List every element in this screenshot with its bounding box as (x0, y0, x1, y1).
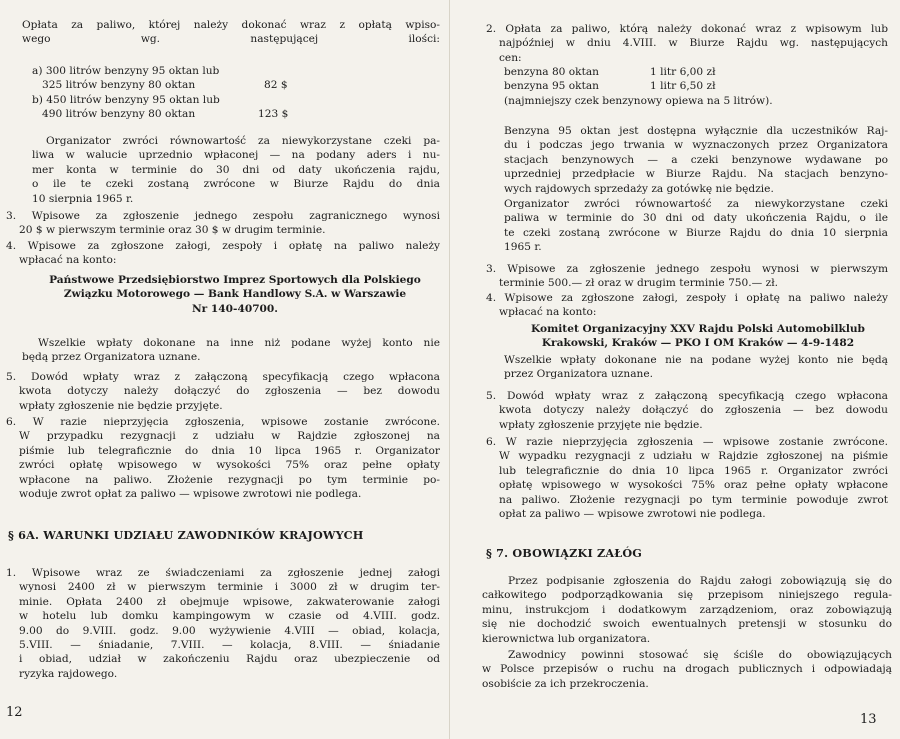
text-line: się nie dochodzić swoich ewentualnych pretensji w stosunku do (482, 618, 892, 631)
fuel-option-a-line2: 325 litrów benzyny 80 oktan (42, 79, 196, 92)
text-line: liwa w walucie uprzednio wpłaconej — na podany aders i nu- (32, 149, 440, 162)
text-line: W przypadku rezygnacji z udziału w Rajdzie zgłoszonej na (19, 430, 440, 443)
bank-account-line-1: Państwowe Przedsiębiorstwo Imprez Sportowych dla Polskiego (49, 274, 421, 286)
text-line: 6. W razie nieprzyjęcia zgłoszenia, wpisowe zostanie zwrócone. (6, 416, 440, 428)
bank-account-right-line-2: Krakowski, Kraków — PKO I OM Kraków — 4-9-1482 (541, 337, 855, 350)
text-line: Wszelkie wpłaty dokonane nie na podane wyżej konto nie będą (504, 354, 888, 366)
point-5-payment-proof-right (486, 389, 888, 432)
text-line: przez Organizatora uznane. (504, 368, 653, 381)
section-6a-point-1 (6, 566, 440, 681)
text-line: Benzyna 95 oktan jest dostępna wyłącznie dla uczestników Raj- (504, 125, 888, 137)
fuel-95-price: 1 litr 6,50 zł (650, 80, 716, 93)
fuel-option-b-line2: 490 litrów benzyny 80 oktan (42, 108, 196, 121)
text-line: wpłacać na konto: (19, 254, 117, 267)
text-line: Organizator zwróci równowartość za niewykorzystane czeki pa- (46, 135, 440, 147)
text-line: 1. Wpisowe wraz ze świadczeniami za zgłoszenie jednej załogi (6, 567, 440, 579)
text-line: 3. Wpisowe za zgłoszenie jednego zespołu wynosi w pierwszym (486, 263, 888, 275)
text-line: opłat za paliwo — wpisowe zwrotowi nie podlega. (499, 508, 766, 521)
fuel-option-b-line1: b) 450 litrów benzyny 95 oktan lub (32, 93, 220, 106)
fuel-intro (22, 18, 440, 47)
text-line: 3. Wpisowe za zgłoszenie jednego zespołu zagranicznego wynosi (6, 210, 440, 222)
text-line: Zawodnicy powinni stosować się ściśle do obowiązujących (508, 649, 892, 661)
text-line: opłatę wpisowego w wysokości 75% oraz pełne opłaty wpłacone (499, 479, 888, 492)
point-3-domestic-fee (486, 262, 888, 291)
bank-account-details-right (508, 322, 888, 351)
bank-account-line-3: Nr 140-40700. (191, 302, 278, 315)
point-4-payment-account (6, 239, 440, 268)
text-line: na paliwo. Złożenie rezygnacji po tym terminie powoduje zwrot (499, 493, 888, 506)
fuel-quantity-list (32, 64, 332, 122)
section-6a-heading: § 6A. WARUNKI UDZIAŁU ZAWODNIKÓW KRAJOWYCH (8, 528, 364, 542)
text-line: Opłata za paliwo, której należy dokonać wraz z opłatą wpiso- (22, 19, 440, 31)
text-line: wpłacać na konto: (499, 306, 597, 319)
point-4-payment-account-right (486, 291, 888, 320)
text-line: będą przez Organizatora uznane. (22, 351, 201, 364)
bank-account-details (30, 273, 440, 316)
page-right (450, 0, 900, 739)
point-3-foreign-fee (6, 209, 440, 238)
bank-account-right-line-1: Komitet Organizacyjny XXV Rajdu Polski Automobilklub (531, 323, 865, 335)
section-7-duties-1 (482, 574, 892, 646)
point-6-withdrawal-right (486, 435, 888, 521)
text-line: wpłaty zgłoszenie przyjęte nie będzie. (499, 418, 703, 431)
text-line: te czeki zostaną zwrócone w Biurze Rajdu do dnia 10 sierpnia (504, 226, 888, 239)
text-line: W wypadku rezygnacji z udziału w Rajdzie zgłoszonej na piśmie (499, 450, 888, 463)
text-line: i obiad, udział w zakończeniu Rajdu oraz ubezpieczenie od (19, 653, 440, 666)
text-line: wpłaty zgłoszenie nie będzie przyjęte. (19, 399, 223, 412)
text-line: najpóźniej w dniu 4.VIII. w Biurze Rajdu wg. następujących (499, 37, 888, 50)
text-line: 4. Wpisowe za zgłoszone załogi, zespoły i opłatę na paliwo należy (6, 240, 440, 252)
text-line: w hotelu lub domku kampingowym w czasie od 4.VIII. godz. (19, 610, 440, 623)
text-line: uprzedniej przedpłacie w Biurze Rajdu. Na stacjach benzyno- (504, 168, 888, 181)
text-line: 1965 r. (504, 241, 542, 254)
fuel-80-label: benzyna 80 oktan (504, 66, 599, 78)
text-line: minie. Opłata 2400 zł obejmuje wpisowe, zakwaterowanie załogi (19, 595, 440, 608)
text-line: woduje zwrot opłat za paliwo — wpisowe zwrotowi nie podlega. (19, 488, 362, 501)
text-line: kwota dotyczy należy dołączyć do zgłoszenia — bez dowodu (499, 404, 888, 417)
text-line: kierownictwa lub organizatora. (482, 632, 651, 645)
text-line: Wszelkie wpłaty dokonane na inne niż podane wyżej konto nie (38, 337, 440, 349)
text-line: 5.VIII. — śniadanie, 7.VIII. — kolacja, 8.VIII. — śniadanie (19, 639, 440, 652)
text-line: 5. Dowód wpłaty wraz z załączoną specyfikacją czego wpłacona (6, 371, 440, 383)
text-line: 6. W razie nieprzyjęcia zgłoszenia — wpisowe zostanie zwrócone. (486, 436, 888, 448)
fuel-price-list (504, 65, 804, 108)
fuel-95-availability (504, 124, 888, 196)
text-line: o ile te czeki zostaną zwrócone w Biurze Rajdu do dnia (32, 178, 440, 191)
point-6-withdrawal (6, 415, 440, 501)
fuel-80-price: 1 litr 6,00 zł (650, 66, 716, 78)
text-line: 4. Wpisowe za zgłoszone załogi, zespoły i opłatę na paliwo należy (486, 292, 888, 304)
text-line: wego wg. następującej ilości: (22, 33, 440, 46)
text-line: osobiście za ich przekroczenia. (482, 677, 649, 690)
other-payments-note (22, 336, 440, 365)
text-line: wynosi 2400 zł w pierwszym terminie i 3000 zł w drugim ter- (19, 581, 440, 594)
fuel-option-a-price: 82 $ (264, 79, 288, 92)
text-line: Przez podpisanie zgłoszenia do Rajdu załogi zobowiązują się do (508, 575, 892, 587)
page-number-right: 13 (860, 712, 877, 727)
text-line: lub telegraficznie do dnia 10 lipca 1965 r. Organizator zwróci (499, 464, 888, 477)
text-line: minu, instrukcjom i dodatkowym zarządzeniom, oraz zobowiązują (482, 603, 892, 616)
fuel-refund-paragraph-right (504, 197, 888, 255)
other-payments-note-right (504, 353, 888, 382)
text-line: w Polsce przepisów o ruchu na drogach publicznych i odpowiadają (482, 663, 892, 676)
point-2-fuel-payment (486, 22, 888, 65)
text-line: piśmie lub telegraficznie do dnia 10 lipca 1965 r. Organizator (19, 444, 440, 457)
text-line: cen: (499, 51, 522, 64)
fuel-refund-paragraph (22, 134, 440, 206)
text-line: 20 $ w pierwszym terminie oraz 30 $ w drugim terminie. (19, 224, 326, 237)
fuel-option-b-price: 123 $ (258, 108, 289, 121)
text-line: paliwa w terminie do 30 dni od daty ukończenia Rajdu, o ile (504, 212, 888, 225)
bank-account-line-2: Związku Motorowego — Bank Handlowy S.A. w Warszawie (63, 288, 407, 301)
text-line: ryzyka rajdowego. (19, 667, 118, 680)
text-line: kwota dotyczy należy dołączyć do zgłoszenia — bez dowodu (19, 385, 440, 398)
text-line: terminie 500.— zł oraz w drugim terminie 750.— zł. (499, 277, 779, 290)
text-line: 10 sierpnia 1965 r. (32, 192, 134, 205)
min-check-note: (najmniejszy czek benzynowy opiewa na 5 litrów). (504, 94, 773, 107)
section-7-duties-2 (482, 648, 892, 691)
text-line: du i podczas jego trwania w wyznaczonych przez Organizatora (504, 139, 888, 152)
text-line: wych rajdowych sprzedaży za gotówkę nie będzie. (504, 182, 774, 195)
text-line: mer konta w terminie do 30 dni od daty ukończenia rajdu, (32, 163, 440, 176)
text-line: 5. Dowód wpłaty wraz z załączoną specyfikacją czego wpłacona (486, 390, 888, 402)
text-line: 2. Opłata za paliwo, którą należy dokonać wraz z wpisowym lub (486, 23, 888, 35)
text-line: całkowitego podporządkowania się przepisom niniejszego regula- (482, 589, 892, 602)
text-line: Organizator zwróci równowartość za niewykorzystane czeki (504, 198, 888, 210)
text-line: zwróci opłatę wpisowego w wysokości 75% oraz pełne opłaty (19, 459, 440, 472)
text-line: stacjach benzynowych — a czeki benzynowe wydawane po (504, 153, 888, 166)
point-5-payment-proof (6, 370, 440, 413)
fuel-option-a-line1: a) 300 litrów benzyny 95 oktan lub (32, 65, 220, 77)
text-line: wpłacone na paliwo. Złożenie rezygnacji po tym terminie po- (19, 473, 440, 486)
fuel-95-label: benzyna 95 oktan (504, 80, 599, 93)
text-line: 9.00 do 9.VIII. godz. 9.00 wyżywienie 4.VIII — obiad, kolacja, (19, 624, 440, 637)
page-number-left: 12 (6, 705, 23, 720)
section-7-heading: § 7. OBOWIĄZKI ZAŁÓG (486, 546, 643, 560)
